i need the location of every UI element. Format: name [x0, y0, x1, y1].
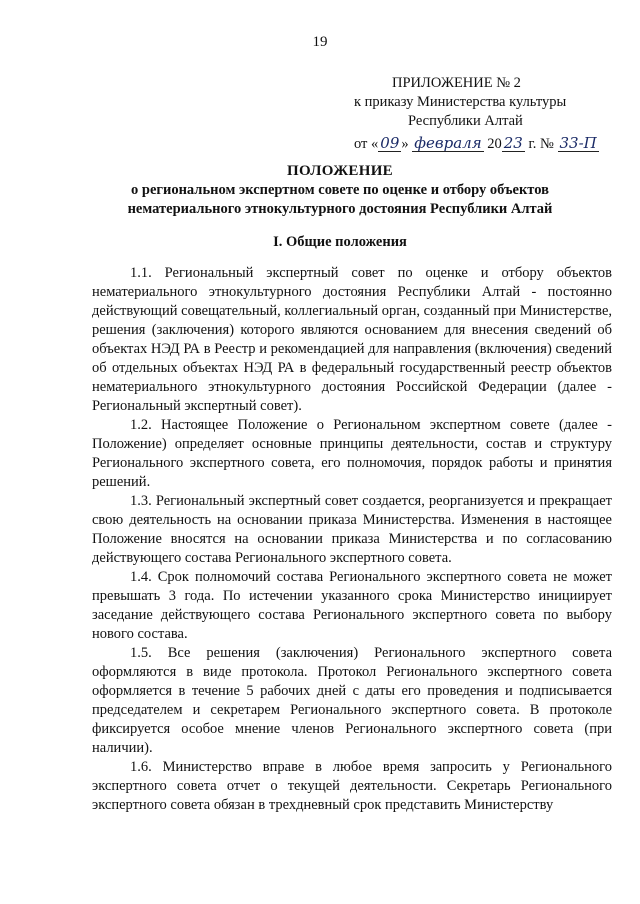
document-title: [60, 162, 620, 219]
appendix-title: ПРИЛОЖЕНИЕ № 2: [392, 75, 521, 91]
date-close: »: [401, 136, 409, 152]
appendix-order-ref: к приказу Министерства культуры: [354, 94, 567, 110]
date-year-prefix: 20: [487, 136, 502, 152]
appendix-date-line: [352, 135, 612, 154]
date-prefix: от «: [354, 136, 379, 152]
date-year-unit: г. №: [528, 136, 554, 152]
date-year-suffix: 23: [503, 134, 523, 152]
paragraph-1-5: 1.5. Все решения (заключения) Регионального экспертного совета оформляются в виде протокола. Протокол Регионального экспертного совета оформляется в течение 5 рабочих дней с даты его проведения и подписывается председателем и секретарем Регионального экспертного совета. В протоколе фиксируется особое мнение членов Регионального экспертного совета (при наличии).: [92, 645, 612, 756]
body-text: [92, 264, 612, 815]
doc-number: 33-П: [559, 134, 597, 152]
appendix-republic: Республики Алтай: [408, 113, 523, 129]
appendix-header: [352, 74, 612, 154]
page-number: 19: [312, 34, 328, 50]
paragraph-1-4: 1.4. Срок полномочий состава Регионального экспертного совета не может превышать 3 года. По истечении указанного срока Министерство инициирует заседание действующего состава Регионального экспертного совета по выбору нового состава.: [92, 569, 612, 642]
title-main: ПОЛОЖЕНИЕ: [287, 163, 393, 179]
section-heading: I. Общие положения: [273, 234, 407, 250]
paragraph-1-2: 1.2. Настоящее Положение о Региональном экспертном совете (далее - Положение) определяет основные принципы деятельности, состав и структуру Регионального экспертного совета, его полномочия, порядок работы и принятия решений.: [92, 417, 612, 490]
paragraph-1-6: 1.6. Министерство вправе в любое время запросить у Регионального экспертного совета отчет о текущей деятельности. Секретарь Регионального экспертного совета обязан в трехдневный срок представить Министерству: [92, 759, 612, 813]
title-line-2: о региональном экспертном совете по оценке и отбору объектов: [131, 182, 549, 198]
paragraph-1-1: 1.1. Региональный экспертный совет по оценке и отбору объектов нематериального этнокультурного достояния Республики Алтай - постоянно действующий совещательный, коллегиальный орган, созданный при Министерстве, решения (заключения) которого являются основанием для внесения сведений об объектах НЭД РА в Реестр и рекомендацией для направления (включения) сведений об отдельных объектах НЭД РА в федеральный государственный реестр объектов нематериального этнокультурного достояния Российской Федерации (далее - Региональный экспертный совет).: [92, 265, 612, 414]
paragraph-1-3: 1.3. Региональный экспертный совет создается, реорганизуется и прекращает свою деятельность на основании приказа Министерства. Изменения в настоящее Положение вносятся на основании приказа Министерства и по согласованию действующего состава Регионального экспертного совета.: [92, 493, 612, 566]
date-day: 09: [380, 134, 400, 152]
title-line-3: нематериального этнокультурного достояния Республики Алтай: [127, 201, 553, 217]
date-month: февраля: [414, 134, 482, 152]
